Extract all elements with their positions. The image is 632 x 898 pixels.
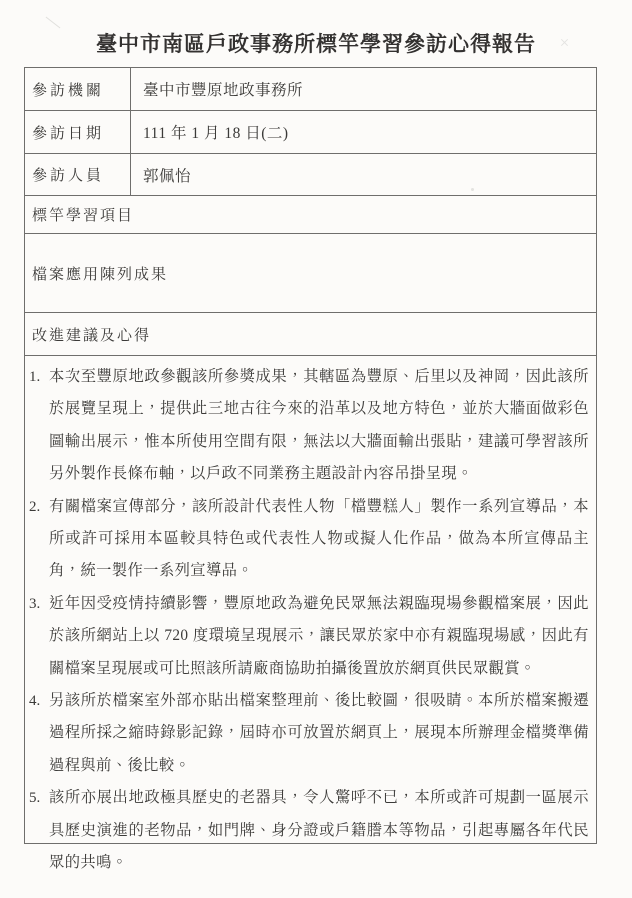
notes-list (25, 356, 596, 872)
note-number: 4. (29, 693, 41, 710)
notes-row (25, 356, 596, 872)
note-text: 本次至豐原地政參觀該所參獎成果，其轄區為豐原、后里以及神岡，因此該所於展覽呈現上，提供此三地古往今來的沿革以及地方特色，並於大牆面做彩色圖輸出展示，惟本所使用空間有限，無法以大牆面輸出張貼，建議可學習該所另外製作長條布軸，以戶政不同業務主題設計內容吊掛呈現。 (49, 368, 589, 483)
note-number: 1. (29, 369, 41, 385)
visitor-value: 郭佩怡 (143, 167, 192, 185)
agency-value: 臺中市豐原地政事務所 (143, 82, 304, 99)
info-row-visitor (25, 154, 596, 196)
learning-item-label: 檔案應用陳列成果 (32, 266, 169, 283)
date-label: 參訪日期 (25, 111, 131, 153)
section-row-learning-header (25, 196, 596, 234)
report-table (24, 67, 597, 872)
note-number: 3. (29, 595, 41, 612)
agency-label: 參訪機關 (25, 68, 131, 110)
note-text: 另該所於檔案室外部亦貼出檔案整理前、後比較圖，很吸睛。本所於檔案搬遷過程所採之縮時錄影記錄，屆時亦可放置於網頁上，展現本所辦理金檔獎準備過程與前、後比較。 (49, 692, 589, 774)
info-row-agency (25, 68, 596, 111)
info-row-date (25, 111, 596, 154)
note-text: 近年因受疫情持續影響，豐原地政為避免民眾無法親臨現場參觀檔案展，因此於該所網站上以 720 度環境呈現展示，讓民眾於家中亦有親臨現場感，因此有關檔案呈現展或可比照該所請廠商協助拍攝後置放於網頁供民眾觀賞。 (49, 594, 589, 677)
feedback-header-label: 改進建議及心得 (32, 327, 152, 344)
learning-header-label: 標竿學習項目 (32, 208, 135, 224)
section-row-feedback-header (25, 313, 596, 356)
note-number: 2. (29, 498, 41, 515)
date-value: 111 年 1 月 18 日(二) (143, 125, 289, 142)
section-row-learning-item (25, 234, 596, 313)
note-item-5 (27, 782, 591, 879)
note-text: 有關檔案宣傳部分，該所設計代表性人物「檔豐糕人」製作一系列宣導品，本所或許可採用本區較具特色或代表性人物或擬人化作品，做為本所宣傳品主角，統一製作一系列宣導品。 (49, 497, 589, 580)
note-number: 5. (29, 790, 41, 807)
page-title: 臺中市南區戶政事務所標竿學習參訪心得報告 (96, 32, 536, 56)
scan-artifact-scratch (46, 17, 61, 29)
note-text: 該所亦展出地政極具歷史的老器具，令人驚呼不已，本所或許可規劃一區展示具歷史演進的老物品，如門牌、身分證或戶籍謄本等物品，引起專屬各年代民眾的共鳴。 (49, 789, 589, 872)
note-item-1 (27, 361, 591, 491)
note-item-3 (27, 588, 591, 685)
note-item-4 (27, 685, 591, 782)
note-item-2 (27, 491, 591, 588)
visitor-label: 參訪人員 (25, 154, 131, 195)
